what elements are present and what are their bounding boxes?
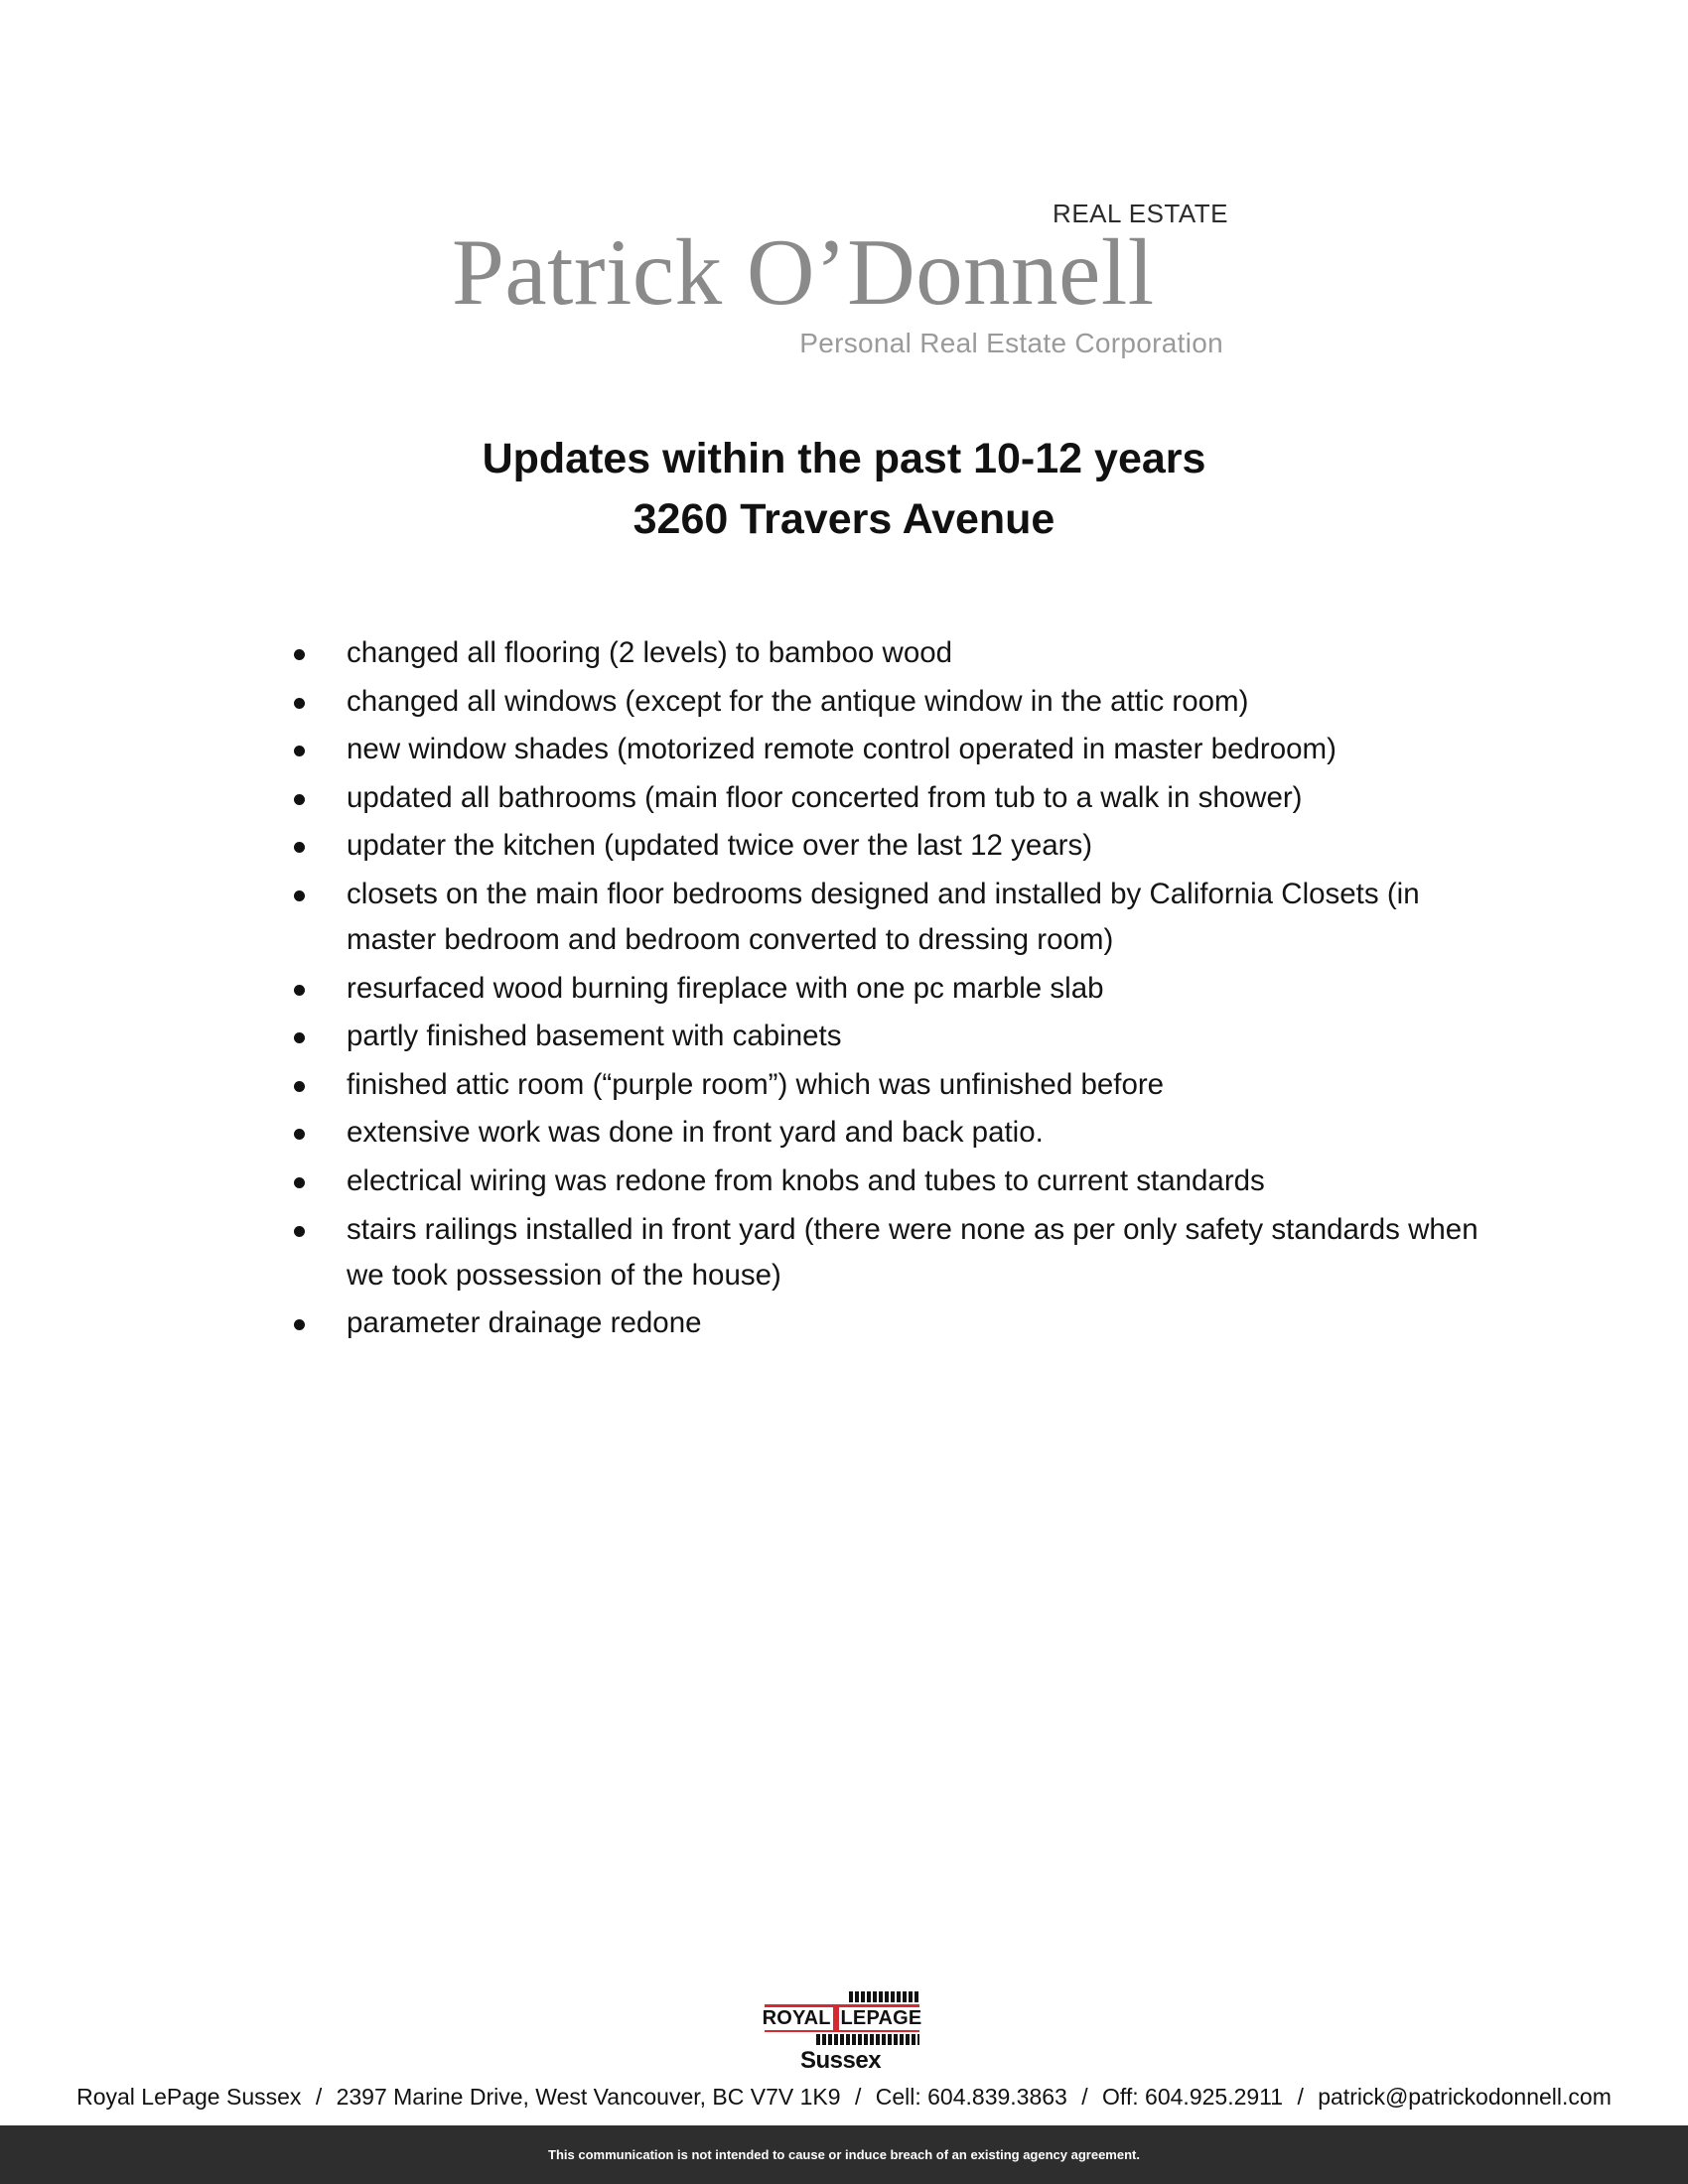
footer-address: 2397 Marine Drive, West Vancouver, BC V7V 1K9 — [336, 2084, 841, 2110]
list-item — [294, 872, 1485, 963]
footer-email-link[interactable]: patrick@patrickodonnell.com — [1318, 2084, 1612, 2110]
footer-separator: / — [1297, 2084, 1304, 2110]
document-title-line-2: 3260 Travers Avenue — [633, 495, 1055, 543]
bullet-icon — [294, 698, 305, 709]
list-item-text: changed all windows (except for the antique window in the attic room) — [347, 684, 1249, 718]
bullet-icon — [294, 890, 305, 901]
logo-stripes-bottom — [816, 2034, 919, 2045]
document-title-line-1: Updates within the past 10-12 years — [482, 435, 1206, 482]
footer-office: Off: 604.925.2911 — [1102, 2084, 1284, 2110]
list-item — [294, 727, 1485, 772]
footer-company: Royal LePage Sussex — [76, 2084, 302, 2110]
list-item — [294, 1159, 1485, 1204]
list-item-text: new window shades (motorized remote control operated in master bedroom) — [347, 733, 1336, 766]
list-item-text: electrical wiring was redone from knobs and tubes to current standards — [347, 1163, 1265, 1197]
list-item-text: extensive work was done in front yard and back patio. — [347, 1116, 1044, 1150]
footer-separator: / — [1081, 2084, 1088, 2110]
list-item — [294, 1110, 1485, 1156]
logo-sussex-text: Sussex — [800, 2047, 882, 2074]
disclaimer-bar — [0, 2125, 1688, 2184]
updates-list — [294, 630, 1485, 1349]
logo-lepage-text: LEPAGE — [840, 2006, 922, 2029]
list-item — [294, 1014, 1485, 1059]
list-item-text: stairs railings installed in front yard (there were none as per only safety standards when we took possession of the house) — [347, 1212, 1478, 1292]
bullet-icon — [294, 1319, 305, 1330]
disclaimer-text: This communication is not intended to cause or induce breach of an existing agency agreement. — [548, 2147, 1140, 2162]
logo-royal-text: ROYAL — [762, 2006, 831, 2029]
logo-stripes-top — [849, 1991, 919, 2002]
royal-lepage-logo — [762, 1991, 922, 2074]
letterhead-name: Patrick O’Donnell — [452, 219, 1155, 325]
bullet-icon — [294, 1129, 305, 1140]
list-item — [294, 679, 1485, 725]
bullet-icon — [294, 1226, 305, 1237]
document-title — [0, 429, 1688, 550]
letterhead-tagline: REAL ESTATE — [1053, 199, 1228, 228]
list-item-text: finished attic room (“purple room”) which was unfinished before — [347, 1067, 1165, 1101]
list-item — [294, 966, 1485, 1012]
bullet-icon — [294, 1177, 305, 1188]
list-item — [294, 1300, 1485, 1346]
list-item-text: closets on the main floor bedrooms designed and installed by California Closets (in master bedroom and bedroom converted to dressing room) — [347, 877, 1420, 956]
list-item-text: resurfaced wood burning fireplace with one pc marble slab — [347, 971, 1104, 1005]
footer-contact-line — [0, 2081, 1688, 2113]
list-item-text: updater the kitchen (updated twice over the last 12 years) — [347, 829, 1093, 863]
letterhead-corporation: Personal Real Estate Corporation — [799, 328, 1223, 358]
list-item-text: partly finished basement with cabinets — [347, 1020, 842, 1053]
bullet-icon — [294, 649, 305, 660]
footer-cell: Cell: 604.839.3863 — [875, 2084, 1067, 2110]
bullet-icon — [294, 842, 305, 853]
bullet-icon — [294, 746, 305, 756]
list-item — [294, 630, 1485, 676]
letterhead — [452, 199, 1231, 372]
list-item — [294, 775, 1485, 821]
bullet-icon — [294, 985, 305, 996]
footer-separator: / — [315, 2084, 323, 2110]
bullet-icon — [294, 1081, 305, 1092]
list-item — [294, 823, 1485, 869]
list-item — [294, 1207, 1485, 1298]
bullet-icon — [294, 794, 305, 805]
footer-separator: / — [854, 2084, 862, 2110]
list-item-text: updated all bathrooms (main floor concerted from tub to a walk in shower) — [347, 780, 1303, 814]
list-item — [294, 1062, 1485, 1108]
logo-red-box — [762, 2004, 922, 2032]
bullet-icon — [294, 1032, 305, 1043]
list-item-text: parameter drainage redone — [347, 1306, 702, 1340]
list-item-text: changed all flooring (2 levels) to bamboo wood — [347, 636, 953, 669]
